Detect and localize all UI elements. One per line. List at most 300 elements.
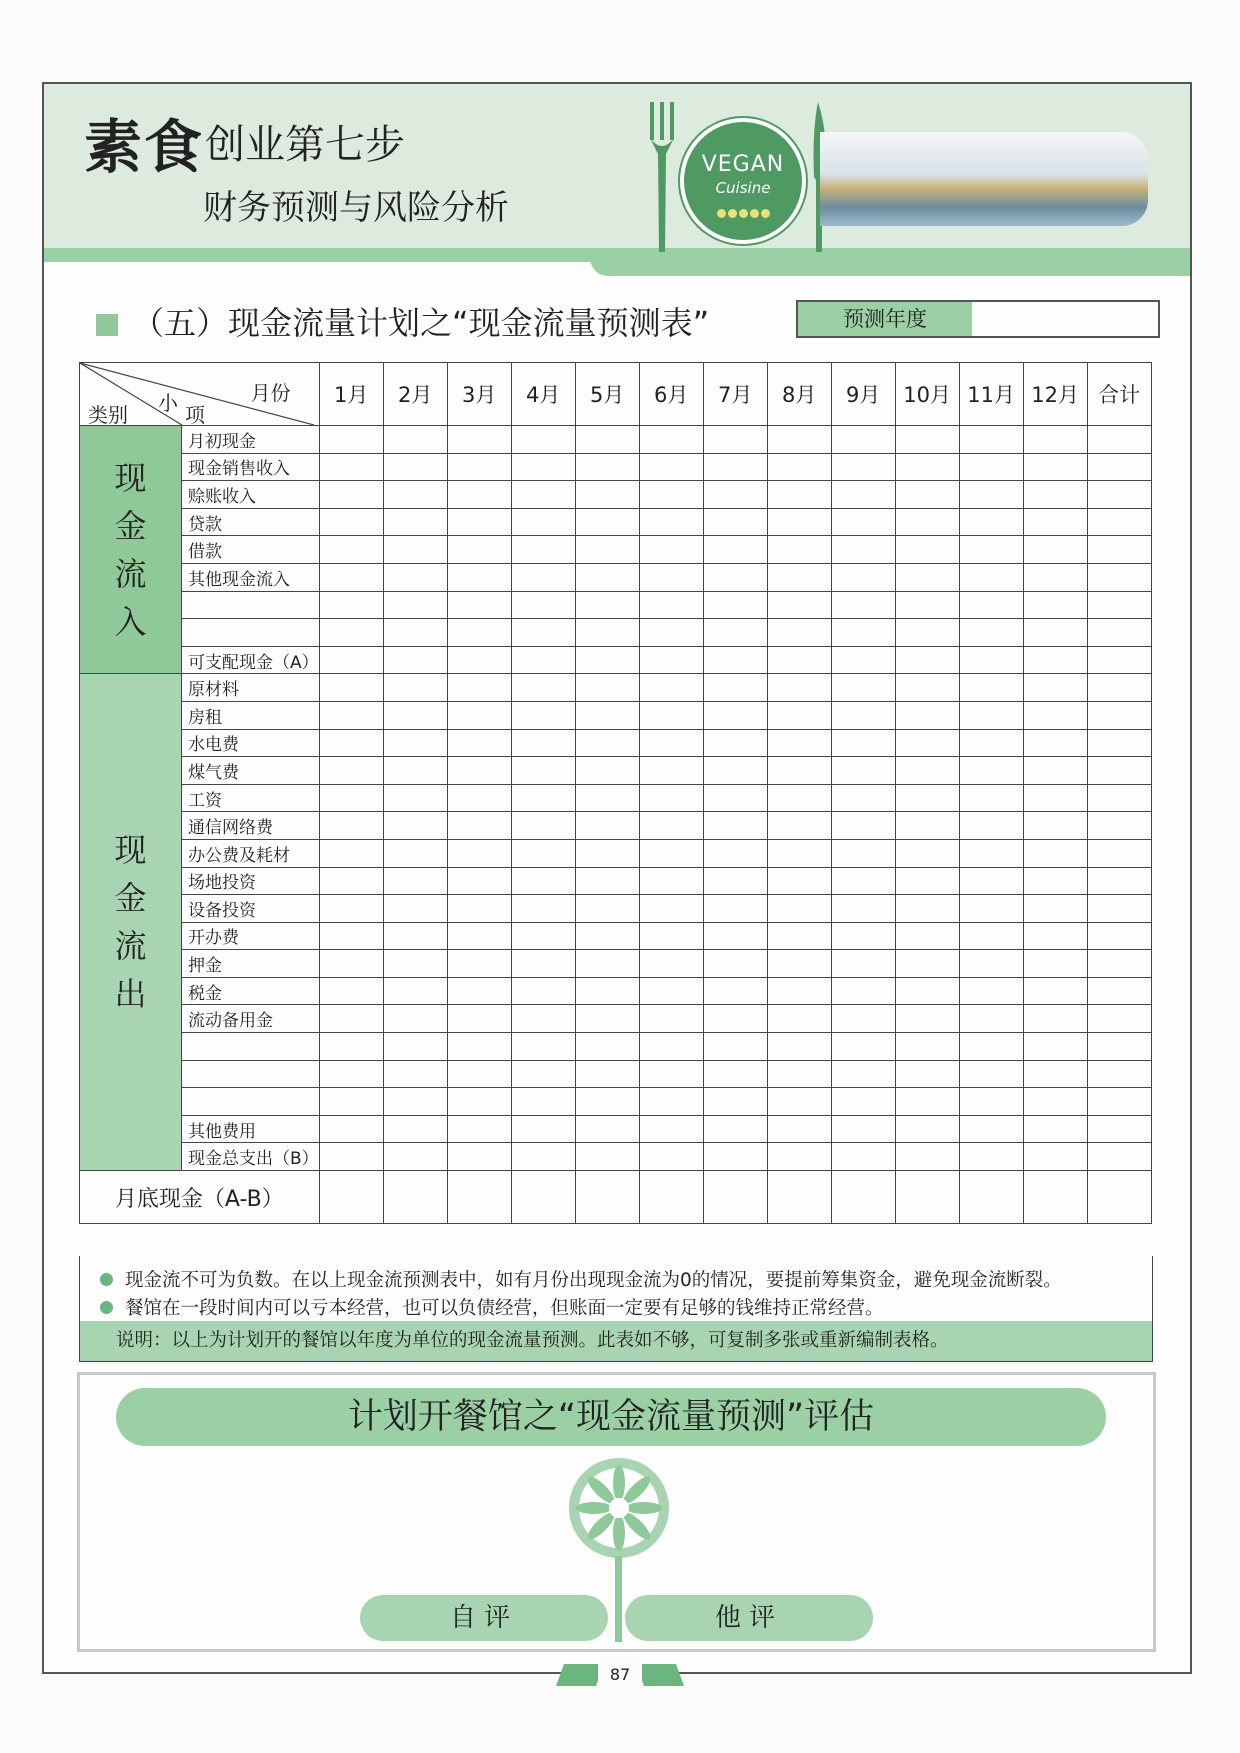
amount-cell[interactable]: [447, 1033, 511, 1061]
amount-cell[interactable]: [767, 453, 831, 481]
amount-cell[interactable]: [447, 922, 511, 950]
amount-cell[interactable]: [447, 812, 511, 840]
amount-cell[interactable]: [831, 1005, 895, 1033]
amount-cell[interactable]: [639, 1060, 703, 1088]
amount-cell[interactable]: [703, 812, 767, 840]
amount-cell[interactable]: [447, 701, 511, 729]
amount-cell[interactable]: [703, 674, 767, 702]
amount-cell[interactable]: [383, 784, 447, 812]
amount-cell[interactable]: [447, 646, 511, 674]
amount-cell[interactable]: [575, 646, 639, 674]
amount-cell[interactable]: [383, 895, 447, 923]
amount-cell[interactable]: [831, 977, 895, 1005]
amount-cell[interactable]: [639, 1005, 703, 1033]
peer-evaluation-field[interactable]: 他评: [625, 1595, 873, 1641]
amount-cell[interactable]: [447, 977, 511, 1005]
amount-cell[interactable]: [831, 1115, 895, 1143]
amount-cell[interactable]: [703, 646, 767, 674]
amount-cell[interactable]: [767, 757, 831, 785]
amount-cell[interactable]: [383, 619, 447, 647]
amount-cell[interactable]: [447, 426, 511, 454]
amount-cell[interactable]: [319, 1005, 383, 1033]
amount-cell[interactable]: [1023, 453, 1087, 481]
amount-cell[interactable]: [383, 839, 447, 867]
amount-cell[interactable]: [831, 1060, 895, 1088]
amount-cell[interactable]: [767, 867, 831, 895]
amount-cell[interactable]: [1087, 1171, 1151, 1224]
amount-cell[interactable]: [447, 1171, 511, 1224]
amount-cell[interactable]: [895, 1171, 959, 1224]
amount-cell[interactable]: [639, 591, 703, 619]
amount-cell[interactable]: [1023, 1143, 1087, 1171]
amount-cell[interactable]: [447, 757, 511, 785]
amount-cell[interactable]: [511, 701, 575, 729]
amount-cell[interactable]: [831, 453, 895, 481]
amount-cell[interactable]: [575, 701, 639, 729]
amount-cell[interactable]: [767, 701, 831, 729]
amount-cell[interactable]: [319, 536, 383, 564]
amount-cell[interactable]: [319, 839, 383, 867]
amount-cell[interactable]: [639, 453, 703, 481]
amount-cell[interactable]: [767, 1005, 831, 1033]
amount-cell[interactable]: [895, 867, 959, 895]
amount-cell[interactable]: [639, 784, 703, 812]
amount-cell[interactable]: [1087, 563, 1151, 591]
amount-cell[interactable]: [511, 757, 575, 785]
amount-cell[interactable]: [575, 729, 639, 757]
amount-cell[interactable]: [575, 1171, 639, 1224]
amount-cell[interactable]: [1023, 646, 1087, 674]
amount-cell[interactable]: [1023, 701, 1087, 729]
amount-cell[interactable]: [959, 701, 1023, 729]
amount-cell[interactable]: [639, 757, 703, 785]
amount-cell[interactable]: [383, 646, 447, 674]
amount-cell[interactable]: [895, 591, 959, 619]
amount-cell[interactable]: [959, 1115, 1023, 1143]
amount-cell[interactable]: [703, 784, 767, 812]
amount-cell[interactable]: [575, 757, 639, 785]
amount-cell[interactable]: [703, 1033, 767, 1061]
amount-cell[interactable]: [1023, 481, 1087, 509]
amount-cell[interactable]: [959, 922, 1023, 950]
amount-cell[interactable]: [383, 453, 447, 481]
amount-cell[interactable]: [959, 426, 1023, 454]
amount-cell[interactable]: [319, 784, 383, 812]
amount-cell[interactable]: [767, 619, 831, 647]
amount-cell[interactable]: [1023, 536, 1087, 564]
self-evaluation-field[interactable]: 自评: [360, 1595, 608, 1641]
amount-cell[interactable]: [1087, 757, 1151, 785]
amount-cell[interactable]: [511, 839, 575, 867]
amount-cell[interactable]: [703, 867, 767, 895]
amount-cell[interactable]: [959, 757, 1023, 785]
amount-cell[interactable]: [767, 729, 831, 757]
amount-cell[interactable]: [1023, 922, 1087, 950]
amount-cell[interactable]: [383, 1088, 447, 1116]
amount-cell[interactable]: [383, 1033, 447, 1061]
amount-cell[interactable]: [575, 619, 639, 647]
amount-cell[interactable]: [767, 977, 831, 1005]
amount-cell[interactable]: [767, 1088, 831, 1116]
amount-cell[interactable]: [575, 1115, 639, 1143]
amount-cell[interactable]: [703, 508, 767, 536]
amount-cell[interactable]: [319, 453, 383, 481]
amount-cell[interactable]: [575, 508, 639, 536]
amount-cell[interactable]: [959, 674, 1023, 702]
amount-cell[interactable]: [959, 1060, 1023, 1088]
amount-cell[interactable]: [767, 481, 831, 509]
amount-cell[interactable]: [383, 757, 447, 785]
amount-cell[interactable]: [511, 426, 575, 454]
amount-cell[interactable]: [1023, 1171, 1087, 1224]
amount-cell[interactable]: [639, 508, 703, 536]
amount-cell[interactable]: [831, 1171, 895, 1224]
amount-cell[interactable]: [319, 481, 383, 509]
amount-cell[interactable]: [703, 950, 767, 978]
amount-cell[interactable]: [575, 784, 639, 812]
amount-cell[interactable]: [639, 1115, 703, 1143]
amount-cell[interactable]: [319, 646, 383, 674]
amount-cell[interactable]: [767, 563, 831, 591]
amount-cell[interactable]: [447, 895, 511, 923]
amount-cell[interactable]: [447, 674, 511, 702]
amount-cell[interactable]: [703, 839, 767, 867]
amount-cell[interactable]: [831, 619, 895, 647]
amount-cell[interactable]: [1087, 1060, 1151, 1088]
amount-cell[interactable]: [959, 812, 1023, 840]
amount-cell[interactable]: [639, 1088, 703, 1116]
amount-cell[interactable]: [639, 950, 703, 978]
amount-cell[interactable]: [511, 922, 575, 950]
amount-cell[interactable]: [703, 1060, 767, 1088]
amount-cell[interactable]: [1023, 1060, 1087, 1088]
amount-cell[interactable]: [1023, 591, 1087, 619]
amount-cell[interactable]: [319, 1088, 383, 1116]
amount-cell[interactable]: [639, 481, 703, 509]
amount-cell[interactable]: [319, 508, 383, 536]
amount-cell[interactable]: [895, 481, 959, 509]
amount-cell[interactable]: [831, 646, 895, 674]
amount-cell[interactable]: [895, 619, 959, 647]
amount-cell[interactable]: [319, 895, 383, 923]
amount-cell[interactable]: [703, 1171, 767, 1224]
amount-cell[interactable]: [511, 729, 575, 757]
amount-cell[interactable]: [1023, 812, 1087, 840]
amount-cell[interactable]: [1087, 1088, 1151, 1116]
amount-cell[interactable]: [319, 1060, 383, 1088]
amount-cell[interactable]: [703, 1143, 767, 1171]
amount-cell[interactable]: [959, 1171, 1023, 1224]
amount-cell[interactable]: [1023, 729, 1087, 757]
amount-cell[interactable]: [959, 729, 1023, 757]
amount-cell[interactable]: [575, 1060, 639, 1088]
amount-cell[interactable]: [959, 867, 1023, 895]
amount-cell[interactable]: [319, 1033, 383, 1061]
amount-cell[interactable]: [767, 784, 831, 812]
amount-cell[interactable]: [1087, 591, 1151, 619]
amount-cell[interactable]: [319, 867, 383, 895]
amount-cell[interactable]: [639, 426, 703, 454]
amount-cell[interactable]: [575, 426, 639, 454]
amount-cell[interactable]: [575, 895, 639, 923]
amount-cell[interactable]: [1087, 922, 1151, 950]
amount-cell[interactable]: [575, 1033, 639, 1061]
amount-cell[interactable]: [1087, 867, 1151, 895]
amount-cell[interactable]: [959, 508, 1023, 536]
amount-cell[interactable]: [1023, 619, 1087, 647]
amount-cell[interactable]: [831, 591, 895, 619]
amount-cell[interactable]: [319, 729, 383, 757]
amount-cell[interactable]: [447, 1115, 511, 1143]
amount-cell[interactable]: [447, 1060, 511, 1088]
amount-cell[interactable]: [383, 1005, 447, 1033]
amount-cell[interactable]: [767, 839, 831, 867]
amount-cell[interactable]: [831, 1033, 895, 1061]
amount-cell[interactable]: [1087, 674, 1151, 702]
amount-cell[interactable]: [1023, 508, 1087, 536]
amount-cell[interactable]: [895, 646, 959, 674]
amount-cell[interactable]: [831, 839, 895, 867]
amount-cell[interactable]: [447, 1005, 511, 1033]
amount-cell[interactable]: [959, 563, 1023, 591]
amount-cell[interactable]: [1023, 1033, 1087, 1061]
amount-cell[interactable]: [383, 508, 447, 536]
amount-cell[interactable]: [575, 867, 639, 895]
amount-cell[interactable]: [383, 1060, 447, 1088]
amount-cell[interactable]: [895, 922, 959, 950]
amount-cell[interactable]: [831, 508, 895, 536]
amount-cell[interactable]: [767, 646, 831, 674]
amount-cell[interactable]: [1087, 1143, 1151, 1171]
amount-cell[interactable]: [703, 481, 767, 509]
amount-cell[interactable]: [703, 536, 767, 564]
amount-cell[interactable]: [1023, 784, 1087, 812]
amount-cell[interactable]: [511, 1033, 575, 1061]
amount-cell[interactable]: [383, 701, 447, 729]
amount-cell[interactable]: [895, 701, 959, 729]
amount-cell[interactable]: [639, 839, 703, 867]
amount-cell[interactable]: [511, 1088, 575, 1116]
amount-cell[interactable]: [767, 1060, 831, 1088]
amount-cell[interactable]: [831, 922, 895, 950]
amount-cell[interactable]: [1087, 950, 1151, 978]
amount-cell[interactable]: [575, 563, 639, 591]
amount-cell[interactable]: [639, 674, 703, 702]
amount-cell[interactable]: [319, 950, 383, 978]
amount-cell[interactable]: [703, 1088, 767, 1116]
amount-cell[interactable]: [767, 536, 831, 564]
amount-cell[interactable]: [511, 1171, 575, 1224]
amount-cell[interactable]: [383, 977, 447, 1005]
amount-cell[interactable]: [767, 895, 831, 923]
amount-cell[interactable]: [383, 481, 447, 509]
amount-cell[interactable]: [319, 701, 383, 729]
amount-cell[interactable]: [1087, 977, 1151, 1005]
amount-cell[interactable]: [895, 453, 959, 481]
amount-cell[interactable]: [895, 729, 959, 757]
amount-cell[interactable]: [703, 729, 767, 757]
amount-cell[interactable]: [575, 812, 639, 840]
amount-cell[interactable]: [511, 508, 575, 536]
amount-cell[interactable]: [383, 1171, 447, 1224]
amount-cell[interactable]: [1087, 839, 1151, 867]
amount-cell[interactable]: [639, 729, 703, 757]
amount-cell[interactable]: [831, 536, 895, 564]
amount-cell[interactable]: [831, 812, 895, 840]
amount-cell[interactable]: [831, 950, 895, 978]
amount-cell[interactable]: [959, 646, 1023, 674]
amount-cell[interactable]: [575, 481, 639, 509]
amount-cell[interactable]: [895, 950, 959, 978]
amount-cell[interactable]: [511, 481, 575, 509]
amount-cell[interactable]: [575, 591, 639, 619]
amount-cell[interactable]: [511, 1060, 575, 1088]
amount-cell[interactable]: [511, 1115, 575, 1143]
amount-cell[interactable]: [703, 563, 767, 591]
amount-cell[interactable]: [959, 1088, 1023, 1116]
amount-cell[interactable]: [383, 674, 447, 702]
amount-cell[interactable]: [703, 1005, 767, 1033]
amount-cell[interactable]: [703, 977, 767, 1005]
amount-cell[interactable]: [1087, 729, 1151, 757]
amount-cell[interactable]: [575, 950, 639, 978]
amount-cell[interactable]: [895, 812, 959, 840]
amount-cell[interactable]: [1087, 481, 1151, 509]
amount-cell[interactable]: [959, 1005, 1023, 1033]
amount-cell[interactable]: [447, 508, 511, 536]
amount-cell[interactable]: [575, 1143, 639, 1171]
amount-cell[interactable]: [895, 895, 959, 923]
amount-cell[interactable]: [703, 619, 767, 647]
forecast-year-field[interactable]: [796, 300, 1160, 338]
amount-cell[interactable]: [959, 1143, 1023, 1171]
amount-cell[interactable]: [1087, 1033, 1151, 1061]
amount-cell[interactable]: [831, 674, 895, 702]
amount-cell[interactable]: [1087, 1005, 1151, 1033]
amount-cell[interactable]: [447, 536, 511, 564]
amount-cell[interactable]: [767, 674, 831, 702]
amount-cell[interactable]: [511, 453, 575, 481]
amount-cell[interactable]: [1087, 1115, 1151, 1143]
amount-cell[interactable]: [895, 839, 959, 867]
amount-cell[interactable]: [831, 757, 895, 785]
amount-cell[interactable]: [1087, 508, 1151, 536]
amount-cell[interactable]: [639, 646, 703, 674]
amount-cell[interactable]: [511, 536, 575, 564]
amount-cell[interactable]: [959, 1033, 1023, 1061]
amount-cell[interactable]: [831, 867, 895, 895]
amount-cell[interactable]: [703, 426, 767, 454]
amount-cell[interactable]: [895, 1143, 959, 1171]
amount-cell[interactable]: [767, 426, 831, 454]
amount-cell[interactable]: [575, 674, 639, 702]
amount-cell[interactable]: [1023, 977, 1087, 1005]
amount-cell[interactable]: [1087, 701, 1151, 729]
amount-cell[interactable]: [703, 1115, 767, 1143]
amount-cell[interactable]: [319, 426, 383, 454]
amount-cell[interactable]: [575, 922, 639, 950]
amount-cell[interactable]: [511, 646, 575, 674]
amount-cell[interactable]: [447, 453, 511, 481]
amount-cell[interactable]: [447, 481, 511, 509]
amount-cell[interactable]: [1087, 426, 1151, 454]
amount-cell[interactable]: [895, 563, 959, 591]
amount-cell[interactable]: [703, 701, 767, 729]
amount-cell[interactable]: [767, 591, 831, 619]
amount-cell[interactable]: [639, 812, 703, 840]
amount-cell[interactable]: [1023, 426, 1087, 454]
amount-cell[interactable]: [639, 701, 703, 729]
amount-cell[interactable]: [767, 1143, 831, 1171]
amount-cell[interactable]: [383, 1143, 447, 1171]
amount-cell[interactable]: [447, 784, 511, 812]
amount-cell[interactable]: [1087, 646, 1151, 674]
amount-cell[interactable]: [511, 812, 575, 840]
amount-cell[interactable]: [767, 922, 831, 950]
amount-cell[interactable]: [959, 839, 1023, 867]
amount-cell[interactable]: [383, 591, 447, 619]
amount-cell[interactable]: [639, 563, 703, 591]
amount-cell[interactable]: [447, 950, 511, 978]
amount-cell[interactable]: [511, 1143, 575, 1171]
amount-cell[interactable]: [383, 729, 447, 757]
amount-cell[interactable]: [639, 1033, 703, 1061]
amount-cell[interactable]: [831, 563, 895, 591]
amount-cell[interactable]: [511, 977, 575, 1005]
amount-cell[interactable]: [831, 701, 895, 729]
amount-cell[interactable]: [575, 977, 639, 1005]
amount-cell[interactable]: [447, 591, 511, 619]
amount-cell[interactable]: [383, 867, 447, 895]
amount-cell[interactable]: [1023, 867, 1087, 895]
amount-cell[interactable]: [319, 1171, 383, 1224]
amount-cell[interactable]: [703, 591, 767, 619]
amount-cell[interactable]: [319, 1115, 383, 1143]
amount-cell[interactable]: [575, 536, 639, 564]
amount-cell[interactable]: [703, 757, 767, 785]
amount-cell[interactable]: [767, 1115, 831, 1143]
amount-cell[interactable]: [319, 591, 383, 619]
amount-cell[interactable]: [767, 508, 831, 536]
amount-cell[interactable]: [1087, 812, 1151, 840]
amount-cell[interactable]: [959, 895, 1023, 923]
amount-cell[interactable]: [703, 895, 767, 923]
amount-cell[interactable]: [319, 977, 383, 1005]
amount-cell[interactable]: [639, 1143, 703, 1171]
amount-cell[interactable]: [1087, 895, 1151, 923]
amount-cell[interactable]: [639, 977, 703, 1005]
amount-cell[interactable]: [1023, 674, 1087, 702]
amount-cell[interactable]: [383, 563, 447, 591]
amount-cell[interactable]: [511, 591, 575, 619]
amount-cell[interactable]: [511, 563, 575, 591]
amount-cell[interactable]: [383, 950, 447, 978]
amount-cell[interactable]: [511, 674, 575, 702]
amount-cell[interactable]: [831, 784, 895, 812]
amount-cell[interactable]: [1087, 453, 1151, 481]
amount-cell[interactable]: [895, 757, 959, 785]
amount-cell[interactable]: [895, 1060, 959, 1088]
amount-cell[interactable]: [895, 784, 959, 812]
amount-cell[interactable]: [447, 729, 511, 757]
amount-cell[interactable]: [319, 563, 383, 591]
amount-cell[interactable]: [959, 977, 1023, 1005]
amount-cell[interactable]: [831, 1143, 895, 1171]
amount-cell[interactable]: [575, 839, 639, 867]
amount-cell[interactable]: [319, 674, 383, 702]
amount-cell[interactable]: [895, 536, 959, 564]
amount-cell[interactable]: [447, 867, 511, 895]
